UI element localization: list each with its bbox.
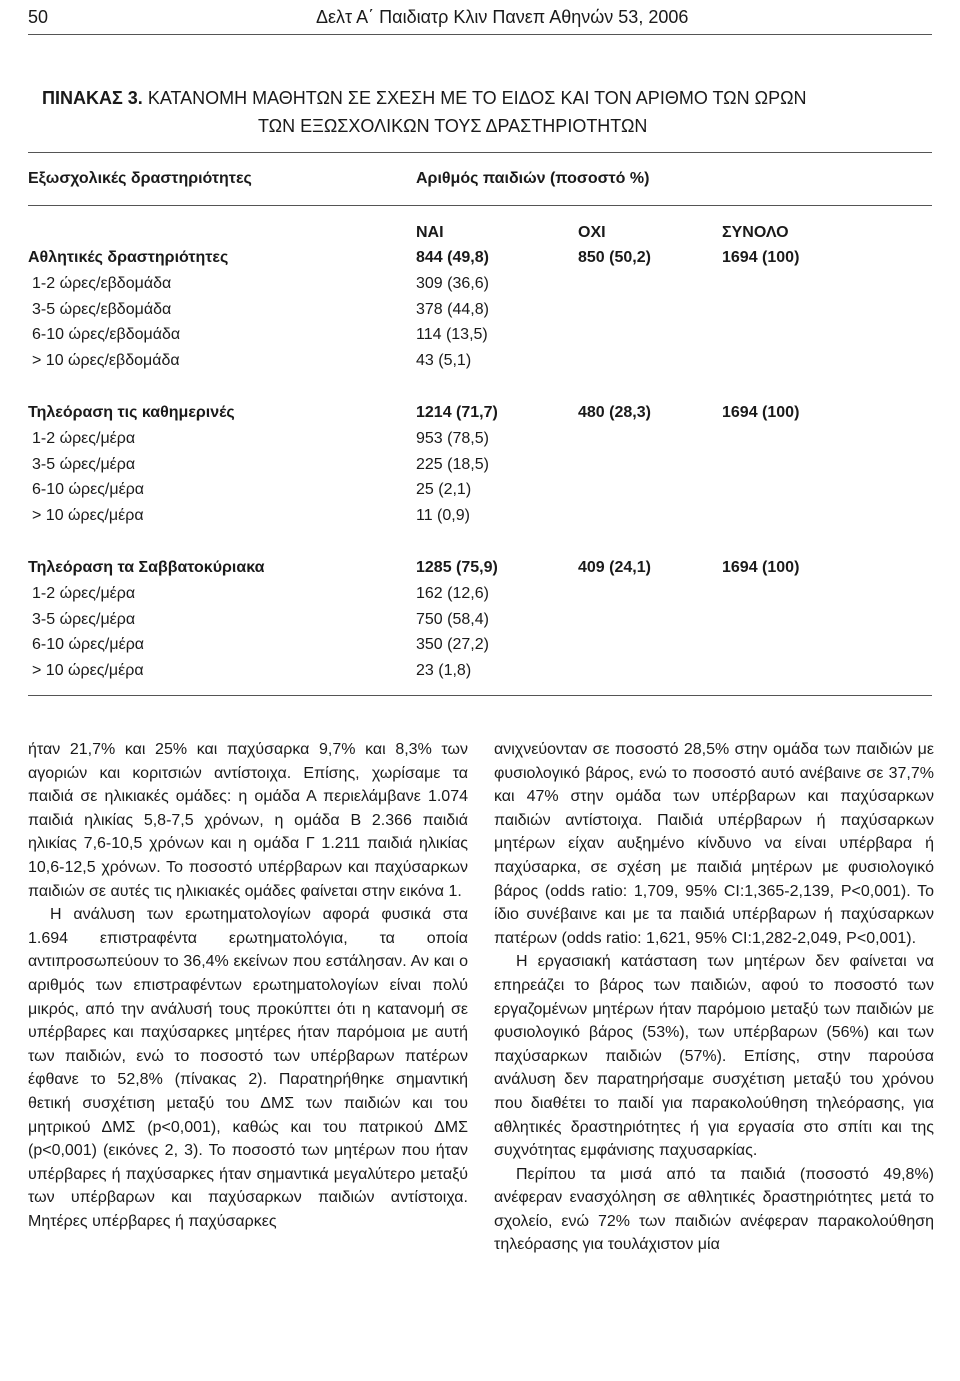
group-no-value: 850 (50,2) [578, 249, 651, 266]
table-title-line-1 [42, 88, 942, 109]
row-label: 6-10 ώρες/μέρα [32, 636, 145, 653]
group-label: Τηλεόραση τα Σαββατοκύριακα [28, 559, 265, 576]
row-label: > 10 ώρες/εβδομάδα [32, 352, 180, 369]
row-label: 6-10 ώρες/εβδομάδα [32, 326, 181, 343]
row-yes-value: 350 (27,2) [416, 636, 489, 653]
table-bottom-rule [28, 695, 932, 696]
running-header [28, 0, 932, 35]
group-total-value: 1694 (100) [722, 404, 800, 421]
body-column-right [494, 738, 934, 1257]
row-yes-value: 114 (13,5) [416, 326, 488, 343]
page-number: 50 [28, 7, 49, 27]
row-label: 1-2 ώρες/μέρα [32, 585, 136, 602]
group-yes-value: 844 (49,8) [416, 249, 489, 266]
row-yes-value: 750 (58,4) [416, 611, 489, 628]
sub-header-yes: ΝΑΙ [416, 224, 444, 241]
paragraph: Η εργασιακή κατάσταση των μητέρων δεν φαίνεται να επηρεάζει το βάρος των παιδιών, αφού το ποσοστό των εργαζομένων μητέρων ήταν παρόμοιο μεταξύ των παιδιών με φυσιολογικό βάρος (53%), των υπέρβαρων (56%) και των παχύσαρκων παιδιών (57%). Επίσης, στην παρούσα ανάλυση δεν παρατηρήσαμε συσχέτιση μεταξύ του χρόνου που διαθέτει το παιδί για παρακολούθηση τηλεόρασης, για αθλητικές δραστηριότητες ή για εργασία στο σπίτι και της συχνότητας εμφάνισης παχυσαρκίας. [494, 953, 934, 1160]
row-label: 6-10 ώρες/μέρα [32, 481, 145, 498]
row-label: > 10 ώρες/μέρα [32, 507, 144, 524]
row-yes-value: 11 (0,9) [416, 507, 470, 524]
group-yes-value: 1285 (75,9) [416, 559, 498, 576]
journal-citation: Δελτ Α΄ Παιδιατρ Κλιν Πανεπ Αθηνών 53, 2006 [316, 7, 689, 27]
group-yes-value: 1214 (71,7) [416, 404, 498, 421]
row-label: > 10 ώρες/μέρα [32, 662, 144, 679]
paragraph: Περίπου τα μισά από τα παιδιά (ποσοστό 49,8%) ανέφεραν ενασχόληση σε αθλητικές δραστηριότητες μετά το σχολείο, ενώ 72% των παιδιών ανέφεραν παρακολούθηση τηλεόρασης για τουλάχιστον μία [494, 1165, 934, 1254]
row-yes-value: 43 (5,1) [416, 352, 472, 369]
column-header-children-count: Αριθμός παιδιών (ποσοστό %) [416, 170, 650, 187]
row-label: 1-2 ώρες/εβδομάδα [32, 275, 172, 292]
row-yes-value: 953 (78,5) [416, 430, 489, 447]
group-label: Τηλεόραση τις καθημερινές [28, 404, 235, 421]
paragraph: ανιχνεύονταν σε ποσοστό 28,5% στην ομάδα των παιδιών με φυσιολογικό βάρος, ενώ το ποσοστό αυτό ανέβαινε σε 37,7% και 47% στην ομάδα των υπέρβαρων και παχύσαρκων παιδιών αντίστοιχα. Παιδιά υπέρβαρων ή παχύσαρκων μητέρων είχαν αυξημένο κίνδυνο να είναι υπέρβαρα ή παχύσαρκα, σε σχέση με παιδιά μητέρων με φυσιολογικό βάρος (odds ratio: 1,709, 95% CI:1,365-2,139, P<0,001). Το ίδιο συνέβαινε και με τα παιδιά υπέρβαρων ή παχύσαρκων πατέρων (odds ratio: 1,621, 95% CI:1,282-2,049, P<0,001). [494, 741, 934, 947]
group-no-value: 409 (24,1) [578, 559, 651, 576]
row-yes-value: 25 (2,1) [416, 481, 472, 498]
row-yes-value: 23 (1,8) [416, 662, 472, 679]
group-total-value: 1694 (100) [722, 249, 800, 266]
paragraph: Η ανάλυση των ερωτηματολογίων αφορά φυσικά στα 1.694 επιστραφέντα ερωτηματολόγια, τα οποία αντιπροσωπεύουν το 36,4% εκείνων που εστάλησαν. Αν και ο αριθμός των επιστραφέντων ερωτηματολογίων είναι πολύ μικρός, από την ανάλυσή τους προκύπτει ότι η κατανομή σε υπέρβαρες και παχύσαρκες μητέρες ήταν παρόμοια με αυτή των παιδιών, ενώ το ποσοστό των υπέρβαρων πατέρων έφθανε το 52,8% (πίνακας 2). Παρατηρήθηκε σημαντική θετική συσχέτιση μεταξύ του ΔΜΣ των παιδιών και του μητρικού ΔΜΣ (p<0,001), καθώς και του πατρικού ΔΜΣ (p<0,001) (εικόνες 2, 3). Το ποσοστό των μητέρων που ήταν υπέρβαρες ή παχύσαρκες ήταν σημαντικά μεγαλύτερο μεταξύ των υπέρβαρων και παχύσαρκων παιδιών αντίστοιχα. Μητέρες υπέρβαρες ή παχύσαρκες [28, 906, 468, 1230]
table-top-rule [28, 152, 932, 153]
table-header-rule [28, 205, 932, 206]
row-label: 1-2 ώρες/μέρα [32, 430, 136, 447]
group-total-value: 1694 (100) [722, 559, 800, 576]
row-yes-value: 309 (36,6) [416, 275, 489, 292]
table-title-line-2: ΤΩΝ ΕΞΩΣΧΟΛΙΚΩΝ ΤΟΥΣ ΔΡΑΣΤΗΡΙΟΤΗΤΩΝ [258, 116, 648, 136]
row-label: 3-5 ώρες/μέρα [32, 611, 136, 628]
row-label: 3-5 ώρες/εβδομάδα [32, 301, 172, 318]
table-title: ΚΑΤΑΝΟΜΗ ΜΑΘΗΤΩΝ ΣΕ ΣΧΕΣΗ ΜΕ ΤΟ ΕΙΔΟΣ ΚΑΙ ΤΟΝ ΑΡΙΘΜΟ ΤΩΝ ΩΡΩΝ [147, 88, 807, 108]
row-label: 3-5 ώρες/μέρα [32, 456, 136, 473]
row-yes-value: 225 (18,5) [416, 456, 489, 473]
row-yes-value: 378 (44,8) [416, 301, 489, 318]
row-yes-value: 162 (12,6) [416, 585, 489, 602]
body-column-left [28, 738, 468, 1233]
sub-header-no: ΟΧΙ [578, 224, 606, 241]
group-label: Αθλητικές δραστηριότητες [28, 249, 229, 266]
paragraph: ήταν 21,7% και 25% και παχύσαρκα 9,7% και 8,3% των αγοριών και κοριτσιών αντίστοιχα. Επίσης, χωρίσαμε τα παιδιά σε ηλικιακές ομάδες: η ομάδα Α περιελάμβανε 1.074 παιδιά ηλικίας 5,8-7,5 χρόνων, η ομάδα Β 2.366 παιδιά ηλικίας 7,6-10,5 χρόνων και η ομάδα Γ 1.211 παιδιά ηλικίας 10,6-12,5 χρόνων. Το ποσοστό υπέρβαρων και παχύσαρκων παιδιών σε αυτές τις ηλικιακές ομάδες φαίνεται στην εικόνα 1. [28, 741, 468, 900]
column-header-activities: Εξωσχολικές δραστηριότητες [28, 170, 252, 187]
sub-header-total: ΣΥΝΟΛΟ [722, 224, 789, 241]
table-label: ΠΙΝΑΚΑΣ 3. [42, 88, 143, 108]
group-no-value: 480 (28,3) [578, 404, 651, 421]
